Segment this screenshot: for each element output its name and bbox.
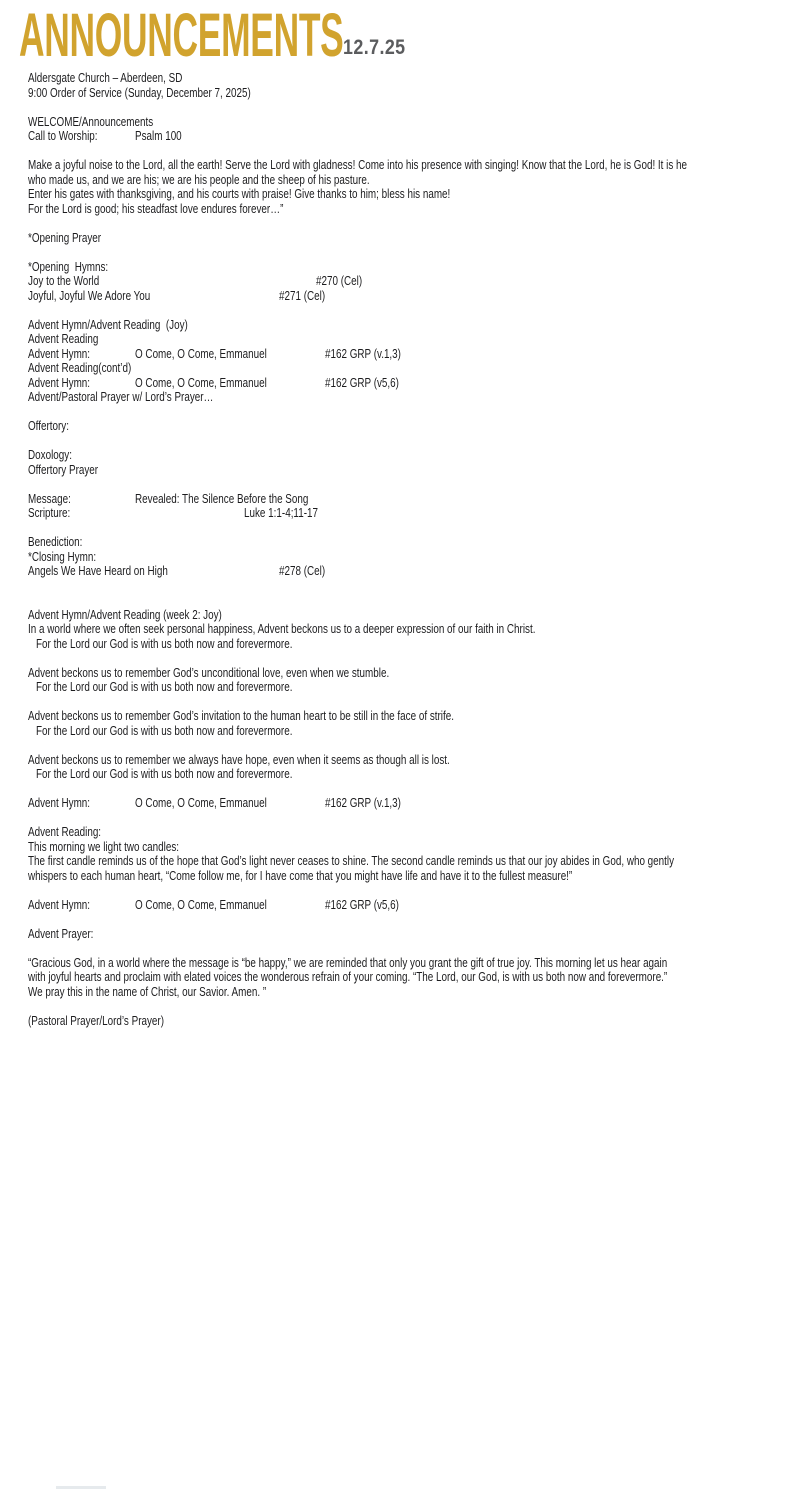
- doc-line: [28, 550, 792, 565]
- doc-line: [28, 724, 792, 739]
- doc-line: [28, 869, 792, 884]
- doc-line-text: #162 GRP (v.1,3): [325, 795, 401, 810]
- doc-line: [28, 376, 792, 391]
- doc-line: [28, 753, 792, 768]
- doc-line: [28, 840, 792, 855]
- doc-line: [28, 231, 792, 246]
- doc-blank-line: [28, 303, 792, 318]
- doc-blank-line: [28, 651, 792, 666]
- doc-line-text: For the Lord is good; his steadfast love endures forever…”: [28, 200, 284, 216]
- page-title: ANNOUNCEMENTS: [19, 1, 344, 69]
- doc-line-text: Psalm 100: [135, 128, 182, 143]
- doc-line-text: O Come, O Come, Emmanuel: [135, 345, 267, 361]
- doc-line: [28, 187, 792, 202]
- doc-line-text: Doxology:: [28, 447, 72, 462]
- doc-line-text: Angels We Have Heard on High: [28, 563, 168, 578]
- doc-line-text: Advent Prayer:: [28, 925, 94, 941]
- doc-line-text: #162 GRP (v5,6): [325, 896, 399, 912]
- doc-blank-line: [28, 434, 792, 449]
- doc-line: [28, 274, 792, 289]
- doc-line: [28, 289, 792, 304]
- doc-blank-line: [28, 521, 792, 536]
- doc-line: [28, 854, 792, 869]
- doc-line: [28, 927, 792, 942]
- doc-line-text: *Opening Hymns:: [28, 258, 109, 274]
- doc-line-text: Offertory Prayer: [28, 461, 99, 477]
- doc-line: [28, 158, 792, 173]
- doc-blank-line: [28, 941, 792, 956]
- doc-line: [28, 332, 792, 347]
- doc-line-text: Advent Reading: [28, 331, 99, 346]
- doc-line-text: Joy to the World: [28, 273, 100, 288]
- doc-line-text: whispers to each human heart, “Come follow me, for I have come that you might have life and have it to the fullest measure!”: [28, 867, 573, 883]
- doc-line-text: For the Lord our God is with us both now and forevermore.: [36, 722, 293, 738]
- doc-line-text: #270 (Cel): [316, 273, 363, 288]
- doc-blank-line: [28, 782, 792, 797]
- doc-line-text: Benediction:: [28, 534, 83, 549]
- doc-line-text: Scripture:: [28, 505, 71, 520]
- doc-line-text: 9:00 Order of Service (Sunday, December 7, 2025): [28, 84, 251, 100]
- doc-blank-line: [28, 216, 792, 231]
- doc-line: [28, 390, 792, 405]
- doc-line: [28, 767, 792, 782]
- document-body: [28, 71, 792, 1028]
- doc-blank-line: [28, 912, 792, 927]
- page-date: 12.7.25: [343, 36, 406, 59]
- doc-line-text: Joyful, Joyful We Adore You: [28, 287, 151, 303]
- doc-line-text: O Come, O Come, Emmanuel: [135, 795, 267, 810]
- doc-line: [28, 419, 792, 434]
- doc-line: [28, 970, 792, 985]
- doc-line-text: Advent Hymn:: [28, 795, 91, 810]
- doc-line: [28, 115, 792, 130]
- doc-line-text: Advent beckons us to remember God’s invitation to the human heart to be still in the face of strife.: [28, 708, 454, 723]
- doc-line-text: Advent/Pastoral Prayer w/ Lord’s Prayer…: [28, 389, 214, 404]
- doc-line-text: “Gracious God, in a world where the message is “be happy,” we are reminded that only you grant the gift of true joy. This morning let us hear again: [28, 954, 668, 970]
- bottom-artifact-line: [56, 1486, 106, 1489]
- doc-line: [28, 796, 792, 811]
- masthead: [0, 0, 792, 69]
- doc-line-text: Advent Hymn/Advent Reading (Joy): [28, 316, 188, 332]
- doc-line: [28, 680, 792, 695]
- doc-line: [28, 709, 792, 724]
- doc-blank-line: [28, 883, 792, 898]
- doc-line-text: with joyful hearts and proclaim with elated voices the wonderous refrain of your coming. “The Lord, our God, is with us both now and forevermore.”: [28, 969, 668, 984]
- doc-line-text: O Come, O Come, Emmanuel: [135, 896, 267, 912]
- doc-line: [28, 1014, 792, 1029]
- doc-line-text: Luke 1:1-4;11-17: [244, 505, 318, 520]
- doc-line-text: *Opening Prayer: [28, 229, 102, 245]
- doc-line: [28, 129, 792, 144]
- doc-line: [28, 608, 792, 623]
- doc-line-text: Advent Hymn:: [28, 896, 91, 912]
- doc-line-text: Offertory:: [28, 418, 70, 433]
- doc-line: [28, 492, 792, 507]
- doc-line: [28, 448, 792, 463]
- doc-line-text: #271 (Cel): [279, 287, 326, 303]
- doc-line-text: Enter his gates with thanksgiving, and his courts with praise! Give thanks to him; bless his name!: [28, 186, 451, 201]
- doc-line-text: Advent Reading:: [28, 824, 102, 839]
- doc-blank-line: [28, 579, 792, 594]
- doc-line-text: Message:: [28, 490, 71, 506]
- doc-line-text: who made us, and we are his; we are his people and the sheep of his pasture.: [28, 171, 370, 187]
- doc-line: [28, 361, 792, 376]
- doc-line-text: Advent Hymn:: [28, 345, 91, 361]
- doc-blank-line: [28, 593, 792, 608]
- doc-line-text: Aldersgate Church – Aberdeen, SD: [28, 70, 183, 85]
- doc-line-text: Advent beckons us to remember we always have hope, even when it seems as though all is lost.: [28, 751, 450, 767]
- doc-line: [28, 173, 792, 188]
- doc-blank-line: [28, 738, 792, 753]
- doc-line: [28, 347, 792, 362]
- doc-line: [28, 71, 792, 86]
- doc-line-text: #162 GRP (v.1,3): [325, 345, 401, 361]
- doc-line-text: For the Lord our God is with us both now and forevermore.: [36, 766, 293, 781]
- doc-line: [28, 956, 792, 971]
- doc-line-text: Revealed: The Silence Before the Song: [135, 490, 309, 506]
- doc-line-text: WELCOME/Announcements: [28, 113, 154, 129]
- doc-line-text: The first candle reminds us of the hope that God’s light never ceases to shine. The second candle reminds us that our joy abides in God, who gently: [28, 853, 675, 868]
- doc-line: [28, 825, 792, 840]
- doc-line: [28, 637, 792, 652]
- doc-line-text: O Come, O Come, Emmanuel: [135, 374, 267, 390]
- doc-line-text: Call to Worship:: [28, 128, 98, 143]
- doc-blank-line: [28, 811, 792, 826]
- doc-blank-line: [28, 245, 792, 260]
- doc-blank-line: [28, 405, 792, 420]
- doc-line: [28, 318, 792, 333]
- doc-blank-line: [28, 999, 792, 1014]
- doc-line-text: Make a joyful noise to the Lord, all the earth! Serve the Lord with gladness! Come into his presence with singing! Know that the Lord, he is God! It is he: [28, 157, 688, 172]
- doc-line: [28, 898, 792, 913]
- doc-line: [28, 506, 792, 521]
- doc-line-text: We pray this in the name of Christ, our Savior. Amen. ”: [28, 983, 267, 999]
- doc-line-text: Advent beckons us to remember God’s unconditional love, even when we stumble.: [28, 664, 390, 680]
- doc-blank-line: [28, 477, 792, 492]
- doc-line-text: For the Lord our God is with us both now and forevermore.: [36, 635, 293, 651]
- doc-line: [28, 564, 792, 579]
- doc-line: [28, 260, 792, 275]
- doc-line-text: *Closing Hymn:: [28, 548, 97, 564]
- doc-line-text: #162 GRP (v5,6): [325, 374, 399, 390]
- doc-line: [28, 202, 792, 217]
- doc-line-text: Advent Reading(cont’d): [28, 360, 132, 375]
- doc-blank-line: [28, 144, 792, 159]
- doc-line: [28, 985, 792, 1000]
- doc-line: [28, 86, 792, 101]
- doc-line: [28, 535, 792, 550]
- doc-line-text: Advent Hymn:: [28, 374, 91, 390]
- doc-line-text: This morning we light two candles:: [28, 838, 180, 854]
- doc-line-text: Advent Hymn/Advent Reading (week 2: Joy): [28, 606, 222, 622]
- doc-line-text: (Pastoral Prayer/Lord’s Prayer): [28, 1012, 164, 1028]
- doc-blank-line: [28, 100, 792, 115]
- doc-line-text: For the Lord our God is with us both now and forevermore.: [36, 679, 293, 694]
- doc-line: [28, 666, 792, 681]
- doc-line-text: #278 (Cel): [279, 563, 326, 578]
- doc-line: [28, 463, 792, 478]
- doc-line: [28, 622, 792, 637]
- doc-line-text: In a world where we often seek personal happiness, Advent beckons us to a deeper expression of our faith in Christ.: [28, 621, 536, 636]
- doc-blank-line: [28, 695, 792, 710]
